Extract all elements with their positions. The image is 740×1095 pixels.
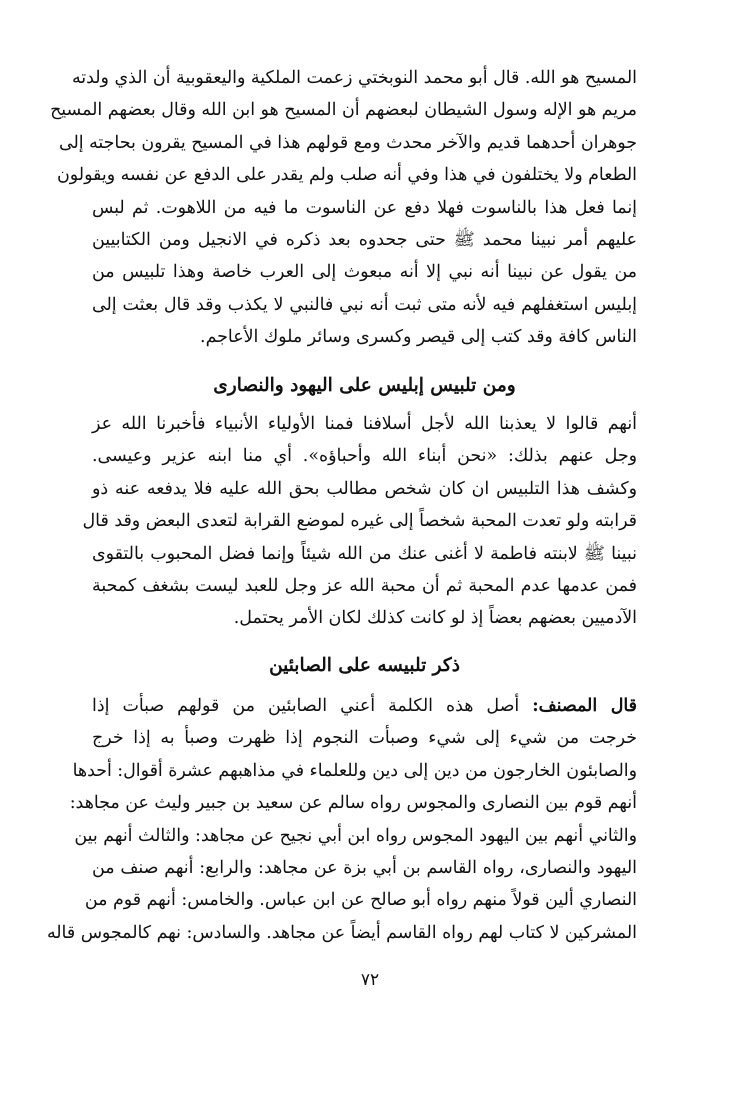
paragraph-christians <box>50 62 637 354</box>
text-line: والصابئون الخارجون من دين إلى دين وللعلماء في مذاهبهم عشرة أقوال: أحدها <box>72 760 637 781</box>
page-number: ٧٢ <box>360 970 380 990</box>
text-line: النصاري ألين قولاً منهم رواه أبو صالح عن ابن عباس. والخامس: أنهم قوم من <box>84 890 637 911</box>
text-line: المسيح هو الله. قال أبو محمد النوبختي زعمت الملكية واليعقوبية أن الذي ولدته <box>71 68 637 88</box>
text-line <box>92 690 637 722</box>
author-lead: قال المصنف: <box>532 696 637 716</box>
section-heading-sabians: ذكر تلبيسه على الصابئين <box>269 655 460 676</box>
text-line: نبينا ﷺ لابنته فاطمة لا أغنى عنك من الله شيئاً وإنما فضل المحبوب بالتقوى <box>92 543 637 564</box>
text-line: قرابته ولو تعدت المحبة شخصاً إلى غيره لموضع القرابة لتعدى البعض وقد قال <box>82 511 637 532</box>
paragraph-sabians <box>46 690 637 949</box>
text-line: فمن عدمها عدم المحبة ثم أن محبة الله عز وجل للعبد ليست بشغف كمحبة <box>92 575 637 596</box>
text-line: الطعام ولا يختلفون في هذا وفي أنه صلب ولم يقدر على الدفع عن نفسه ويقولون <box>57 165 637 186</box>
text-line: المشركين لا كتاب لهم رواه القاسم أيضاً عن مجاهد. والسادس: نهم كالمجوس قاله <box>46 922 637 943</box>
section-heading-jews-christians: ومن تلبيس إبليس على اليهود والنصارى <box>213 375 516 396</box>
text-line: الآدميين بعضهم بعضاً إذ لو كانت كذلك لكان الأمر يحتمل. <box>233 608 637 629</box>
text-line: عليهم أمر نبينا محمد ﷺ حتى جحدوه بعد ذكره في الانجيل ومن الكتابيين <box>92 229 637 250</box>
text-line: أنهم قالوا لا يعذبنا الله لأجل أسلافنا فمنا الأولياء الأنبياء فأخبرنا الله عز <box>92 414 637 434</box>
text-line: وكشف هذا التلبيس ان كان شخص مطالب بحق الله عليه فلا يدفعه عنه ذو <box>92 478 637 499</box>
text-line: خرجت من شيء إلى شيء وصبأت النجوم إذا ظهرت وصبأ به إذا خرج <box>92 728 637 749</box>
text-line: إنما فعل هذا بالناسوت فهلا دفع عن الناسوت ما فيه من اللاهوت. ثم لبس <box>92 197 637 218</box>
text-line: وجل عنهم بذلك: «نحن أبناء الله وأحباؤه». أي منا ابنه عزير وعيسى. <box>92 446 637 467</box>
text-line: من يقول عن نبينا أنه نبي إلا أنه مبعوث إلى العرب خاصة وهذا تلبيس من <box>92 262 637 283</box>
text-line: والثاني أنهم بين اليهود المجوس رواه ابن أبي نجيح عن مجاهد: والثالث أنهم بين <box>74 825 637 846</box>
text-line: الناس كافة وقد كتب إلى قيصر وكسرى وسائر ملوك الأعاجم. <box>200 327 637 348</box>
text-line: إبليس استغفلهم فيه لأنه متى ثبت أنه نبي فالنبي لا يكذب وقد قال بعثت إلى <box>92 294 637 315</box>
text-line: جوهران أحدهما قديم والآخر محدث ومع قولهم هذا في المسيح يقرون بحاجته إلى <box>58 132 637 153</box>
text-fragment: أصل هذه الكلمة أعني الصابئين من قولهم صبأت إذا <box>92 696 533 716</box>
paragraph-jews-christians <box>82 408 637 635</box>
text-line: أنهم قوم بين النصارى والمجوس رواه سالم عن سعيد بن جبير وليث عن مجاهد: <box>69 793 637 814</box>
text-line: مريم هو الإله وسول الشيطان لبعضهم أن المسيح هو ابن الله وقال بعضهم المسيح <box>50 100 637 121</box>
text-line: اليهود والنصارى، رواه القاسم بن أبي بزة عن مجاهد: والرابع: أنهم صنف من <box>92 857 637 878</box>
